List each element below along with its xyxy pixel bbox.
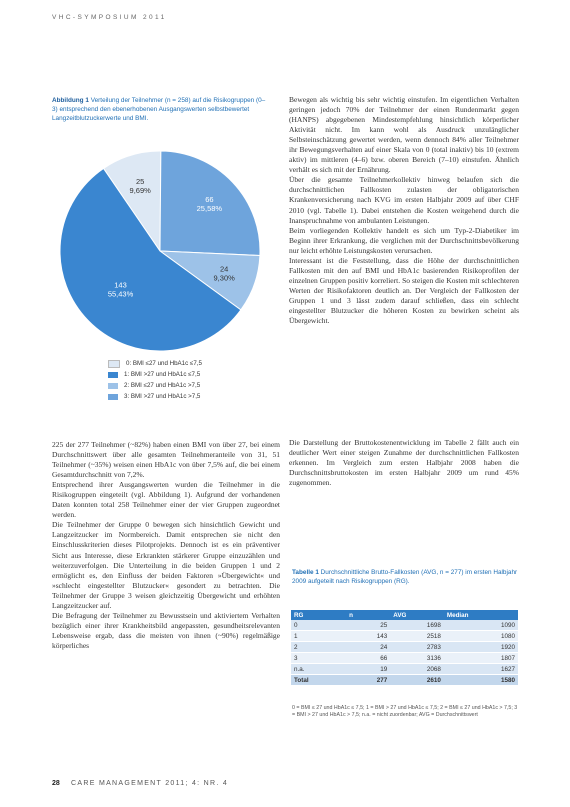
slice-percent-label: 55,43% (107, 289, 134, 299)
legend-label: 3: BMI >27 und HbA1c >7,5 (124, 393, 201, 400)
table-cell: 3 (291, 653, 346, 664)
table-header: n (346, 610, 390, 620)
table-cell: 24 (346, 642, 390, 653)
paragraph: Interessant ist die Feststellung, dass die Höhe der durchschnittlichen Fallkosten mit den auf BMI und HbA1c basierenden Risikoprofilen der einzelnen Gruppen positiv korreliert. So steigen die Kosten mit schlechteren Werten der Risikofaktoren deutlich an. Der Vergleich der Fallkosten der Gruppen 1 und 3 lässt zudem darauf schließen, dass ein schlecht eingestellter Blutzucker die höheren Kosten zu bewirken scheint als Übergewicht. (289, 255, 519, 326)
paragraph: Die Befragung der Teilnehmer zu Bewusstsein und aktiviertem Verhalten bezüglich einer ihrer Krankheitsbild angepassten, gesundheitsrelevanten Lebensweise ergab, dass die meisten von ihnen (~90%) regelmäßige körperliches (52, 610, 280, 650)
table-cell: 2518 (390, 631, 444, 642)
table-header-row (291, 610, 518, 620)
table-cell: 0 (291, 620, 346, 631)
right-column-text-lower (289, 438, 519, 488)
left-column-text (52, 440, 280, 651)
table-header: RG (291, 610, 346, 620)
slice-count-label: 143 (114, 280, 127, 290)
right-column-text (289, 95, 519, 326)
table-cell: n.a. (291, 664, 346, 675)
table-cell: 1807 (444, 653, 518, 664)
paragraph: Die Teilnehmer der Gruppe 0 bewegen sich hinsichtlich Gewicht und Langzeitzucker im Normbereich. Damit entsprechen sie nicht den Einschlusskriterien dieses Pilotprojekts. Dennoch ist es ein präventiver Sicht aus Interesse, diese Erkrankten stärkerer Gruppe einzuzählen und weiterzuverfolgen. Die Unterteilung in die beiden Gruppen 1 und 2 ermöglicht es, den Einfluss der beiden Faktoren »Übergewicht« und »schlecht eingestellter Blutzucker« gesondert zu betrachten. Die Teilnehmer der Gruppe 3 weisen gleichzeitig Übergewicht und erhöhten Langzeitzucker auf. (52, 520, 280, 610)
table-cell: 1627 (444, 664, 518, 675)
table-cell: Total (291, 675, 346, 686)
table-cell: 2783 (390, 642, 444, 653)
table-row (291, 664, 518, 675)
table-cell: 1580 (444, 675, 518, 686)
table-cell: 2610 (390, 675, 444, 686)
slice-count-label: 24 (219, 264, 229, 274)
table-cell: 1080 (444, 631, 518, 642)
table-cell: 277 (346, 675, 390, 686)
legend-item-1 (108, 369, 202, 380)
pie-chart (52, 133, 278, 389)
table-header: AVG (390, 610, 444, 620)
figure-label: Abbildung 1 (52, 97, 89, 104)
page-number: 28 (52, 780, 60, 787)
figure-caption (52, 96, 270, 124)
table-row (291, 653, 518, 664)
paragraph: Beim vorliegenden Kollektiv handelt es sich um Typ-2-Diabetiker im Beginn ihrer Erkrankung, die verglichen mit der Durchschnittsbevölkerung nur leicht erhöhte Leistungskosten verursachen. (289, 225, 519, 255)
cost-table (291, 610, 518, 686)
paragraph: 225 der 277 Teilnehmer (~82%) haben einen BMI von über 27, bei einem Durchschnittswert über alle gesamten Teilnehmeranteile von 31, 51 Teilnehmer (~35%) weisen einen HbA1c von über 7,5% auf, die bei einem Gesamtdurchschnitt von 7,2%. (52, 440, 280, 480)
slice-count-label: 66 (205, 195, 214, 205)
legend-swatch (108, 372, 118, 378)
table-row (291, 642, 518, 653)
table-label: Tabelle 1 (292, 569, 319, 576)
table-cell: 66 (346, 653, 390, 664)
legend-swatch (108, 383, 118, 389)
table-cell: 1090 (444, 620, 518, 631)
paragraph: Bewegen als wichtig bis sehr wichtig einstufen. Im eigentlichen Verhalten geringen jedoch 70% der Teilnehmer der einen Rundenmarkt gegen (HANPS) abgegebenen Mindestempfehlung hinsichtlich körperlicher Aktivität nicht. Im kann wohl als Ausdruck unzulänglicher Selbsteinschätzung gewertet werden, wenn dennoch 84% aller Teilnehmer ihr Bewegungsverhalten auf einer Skala von 0 (total inaktiv) bis 10 (extrem aktiv) im mittleren (4–6) bzw. oberen Bereich (7–10) einstufen. Ähnlich verhält es sich mit der Ernährung. (289, 95, 519, 175)
table-cell: 143 (346, 631, 390, 642)
table-cell: 25 (346, 620, 390, 631)
legend-swatch (108, 360, 120, 368)
slice-count-label: 25 (136, 176, 145, 186)
table-cell: 2 (291, 642, 346, 653)
chart-legend (108, 358, 202, 402)
pie-chart-svg (52, 133, 278, 363)
table-header: Median (444, 610, 518, 620)
slice-percent-label: 9,30% (213, 273, 235, 283)
table-row (291, 620, 518, 631)
table-caption (292, 568, 518, 586)
legend-item-0 (108, 358, 202, 369)
page-footer (52, 780, 228, 787)
slice-percent-label: 9,69% (129, 185, 151, 195)
paragraph: Die Darstellung der Bruttokostenentwicklung im Tabelle 2 fällt auch ein deutlicher Wert einer steigen Zunahme der durchschnittlichen Fallkosten erkennen. Im Vergleich zum ersten Halbjahr 2008 haben die Durchschnittsbruttokosten im ersten Halbjahr 2009 um rund 45% zugenommen. (289, 438, 519, 488)
journal-name: CARE MANAGEMENT 2011; 4: NR. 4 (71, 780, 229, 787)
paragraph: Entsprechend ihrer Ausgangswerten wurden die Teilnehmer in die Risikogruppen eingeteilt (vgl. Abbildung 1). Aufgrund der vorhandenen Daten konnten total 258 Teilnehmer einer der vier Gruppen zugeordnet werden. (52, 480, 280, 520)
legend-label: 1: BMI >27 und HbA1c ≤7,5 (124, 371, 201, 378)
paragraph: Über die gesamte Teilnehmerkollektiv hinweg belaufen sich die durchschnittlichen Fallkosten zulasten der obligatorischen Krankenversicherung nach KVG im ersten Halbjahr 2009 auf über CHF 2010 (vgl. Tabelle 1). Dabei entstehen die Kosten weitgehend durch die Inanspruchnahme von ambulanten Leistungen. (289, 175, 519, 225)
figure-caption-text: Verteilung der Teilnehmer (n = 258) auf die Risikogruppen (0–3) entsprechend den ebenerhobenen Ausgangswerten selbstbewertet Langzeitblutzuckerwerte und BMI. (52, 97, 266, 123)
legend-item-2 (108, 380, 202, 391)
legend-label: 2: BMI ≤27 und HbA1c >7,5 (124, 382, 201, 389)
table-footnote: 0 = BMI ≤ 27 und HbA1c ≤ 7,5; 1 = BMI > 27 und HbA1c ≤ 7,5; 2 = BMI ≤ 27 und HbA1c > 7,5; 3 = BMI > 27 und HbA1c > 7,5; n.a. = nicht zuordenbar; AVG = Durchschnittswert (292, 705, 518, 719)
legend-swatch (108, 394, 118, 400)
legend-label: 0: BMI ≤27 und HbA1c ≤7,5 (126, 360, 202, 367)
table-row (291, 631, 518, 642)
table-caption-text: Durchschnittliche Brutto-Fallkosten (AVG, n = 277) im ersten Halbjahr 2009 aufgeteilt nach Risikogruppen (RG). (292, 569, 518, 585)
table-total-row (291, 675, 518, 686)
legend-item-3 (108, 391, 202, 402)
table-cell: 2068 (390, 664, 444, 675)
running-head: VHC-SYMPOSIUM 2011 (52, 14, 167, 21)
table-cell: 1698 (390, 620, 444, 631)
slice-percent-label: 25,58% (196, 204, 223, 214)
table-cell: 3136 (390, 653, 444, 664)
table-cell: 1 (291, 631, 346, 642)
table-cell: 19 (346, 664, 390, 675)
table-cell: 1920 (444, 642, 518, 653)
